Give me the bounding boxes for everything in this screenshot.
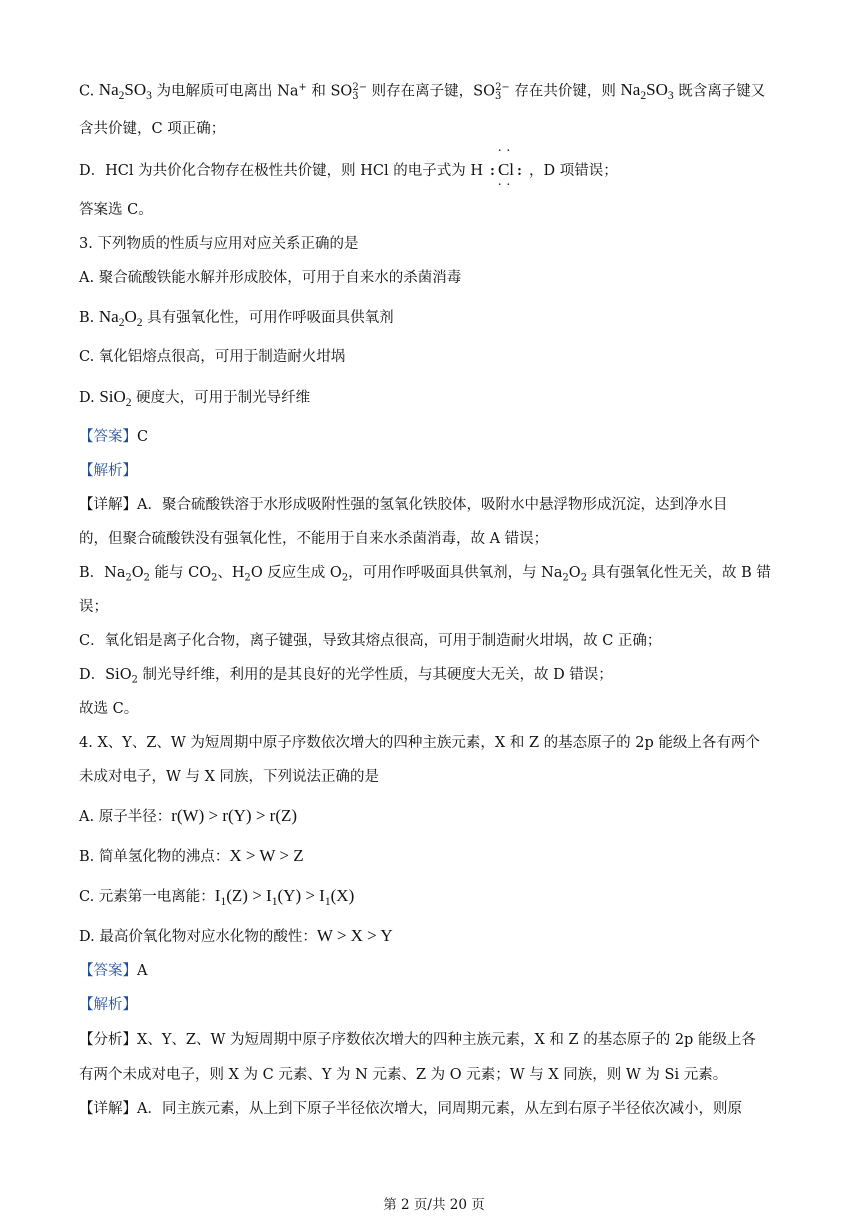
q3-answer: 【答案】C: [79, 429, 149, 445]
q3-option-a: A. 聚合硫酸铁能水解并形成胶体，可用于自来水的杀菌消毒: [79, 270, 462, 286]
q3-analysis-tag: 【解析】: [79, 463, 137, 479]
q4-option-d: D. 最高价氧化物对应水化物的酸性：W > X > Y: [79, 926, 393, 945]
q4-analysis-tag: 【解析】: [79, 997, 137, 1013]
lewis-structure-hcl: : ·· Cl ·· :: [489, 144, 523, 193]
q4-stem-2: 未成对电子，W 与 X 同族，下列说法正确的是: [79, 769, 380, 785]
q2-answer: 答案选 C。: [79, 202, 153, 218]
q3-detail-b1: B．$Na_2O_2$ 能与 $CO_2$、$H_2O$ 反应生成 $O_2$，可用作呼吸面具供氧剂，与 $Na_2O_2$ 具有强氧化性无关，故 B 错: [79, 565, 771, 584]
q2-option-d: D．HCl 为共价化合物存在极性共价键，则 HCl 的电子式为 H : ·· Cl ·· : ，D 项错误；: [79, 144, 618, 193]
q3-option-d: D. SiO$_2$ 硬度大，可用于制光导纤维: [79, 387, 311, 410]
q2-option-c-line2: 含共价键，C 项正确；: [79, 121, 226, 137]
q3-option-b: B. $Na_2O_2$ 具有强氧化性，可用作呼吸面具供氧剂: [79, 307, 394, 330]
q3-detail-a1: 【详解】A．聚合硫酸铁溶于水形成吸附性强的氢氧化铁胶体，吸附水中悬浮物形成沉淀，达到净水目: [79, 497, 728, 513]
q3-detail-d: D．SiO$_2$ 制光导纤维，利用的是其良好的光学性质，与其硬度大无关，故 D 错误；: [79, 667, 613, 686]
q4-option-b: B. 简单氢化物的沸点：X > W > Z: [79, 846, 304, 865]
q4-answer: 【答案】A: [79, 963, 148, 979]
q3-stem: 3. 下列物质的性质与应用对应关系正确的是: [79, 236, 359, 252]
page-footer: 第 2 页/共 20 页: [383, 1197, 485, 1213]
q2-option-c-line1: C. $Na_2SO_3$ 为电解质可电离出 Na+ 和 $SO_3^{2-}$ 则存在离子键，$SO_3^{2-}$ 存在共价键，则 $Na_2SO_3$ 既含离子键又: [79, 80, 766, 103]
q4-fenxi-2: 有两个未成对电子，则 X 为 C 元素、Y 为 N 元素、Z 为 O 元素；W 与 X 同族，则 W 为 Si 元素。: [79, 1067, 728, 1083]
q4-fenxi-1: 【分析】X、Y、Z、W 为短周期中原子序数依次增大的四种主族元素，X 和 Z 的基态原子的 2p 能级上各: [79, 1032, 756, 1048]
q4-detail-a: 【详解】A．同主族元素，从上到下原子半径依次增大，同周期元素，从左到右原子半径依次减小，则原: [79, 1101, 742, 1117]
q3-detail-b2: 误；: [79, 599, 108, 615]
q3-option-c: C. 氧化铝熔点很高，可用于制造耐火坩埚: [79, 349, 346, 365]
q4-option-c: C. 元素第一电离能：$I_1(Z) > I_1(Y) > I_1(X)$: [79, 886, 355, 909]
q4-option-a: A. 原子半径：r(W) > r(Y) > r(Z): [79, 806, 298, 825]
q3-detail-a2: 的，但聚合硫酸铁没有强氧化性，不能用于自来水杀菌消毒，故 A 错误；: [79, 531, 549, 547]
q3-conclusion: 故选 C。: [79, 701, 139, 717]
q4-stem-1: 4. X、Y、Z、W 为短周期中原子序数依次增大的四种主族元素，X 和 Z 的基态原子的 2p 能级上各有两个: [79, 735, 760, 751]
q3-detail-c: C．氧化铝是离子化合物，离子键强，导致其熔点很高，可用于制造耐火坩埚，故 C 正确；: [79, 633, 662, 649]
